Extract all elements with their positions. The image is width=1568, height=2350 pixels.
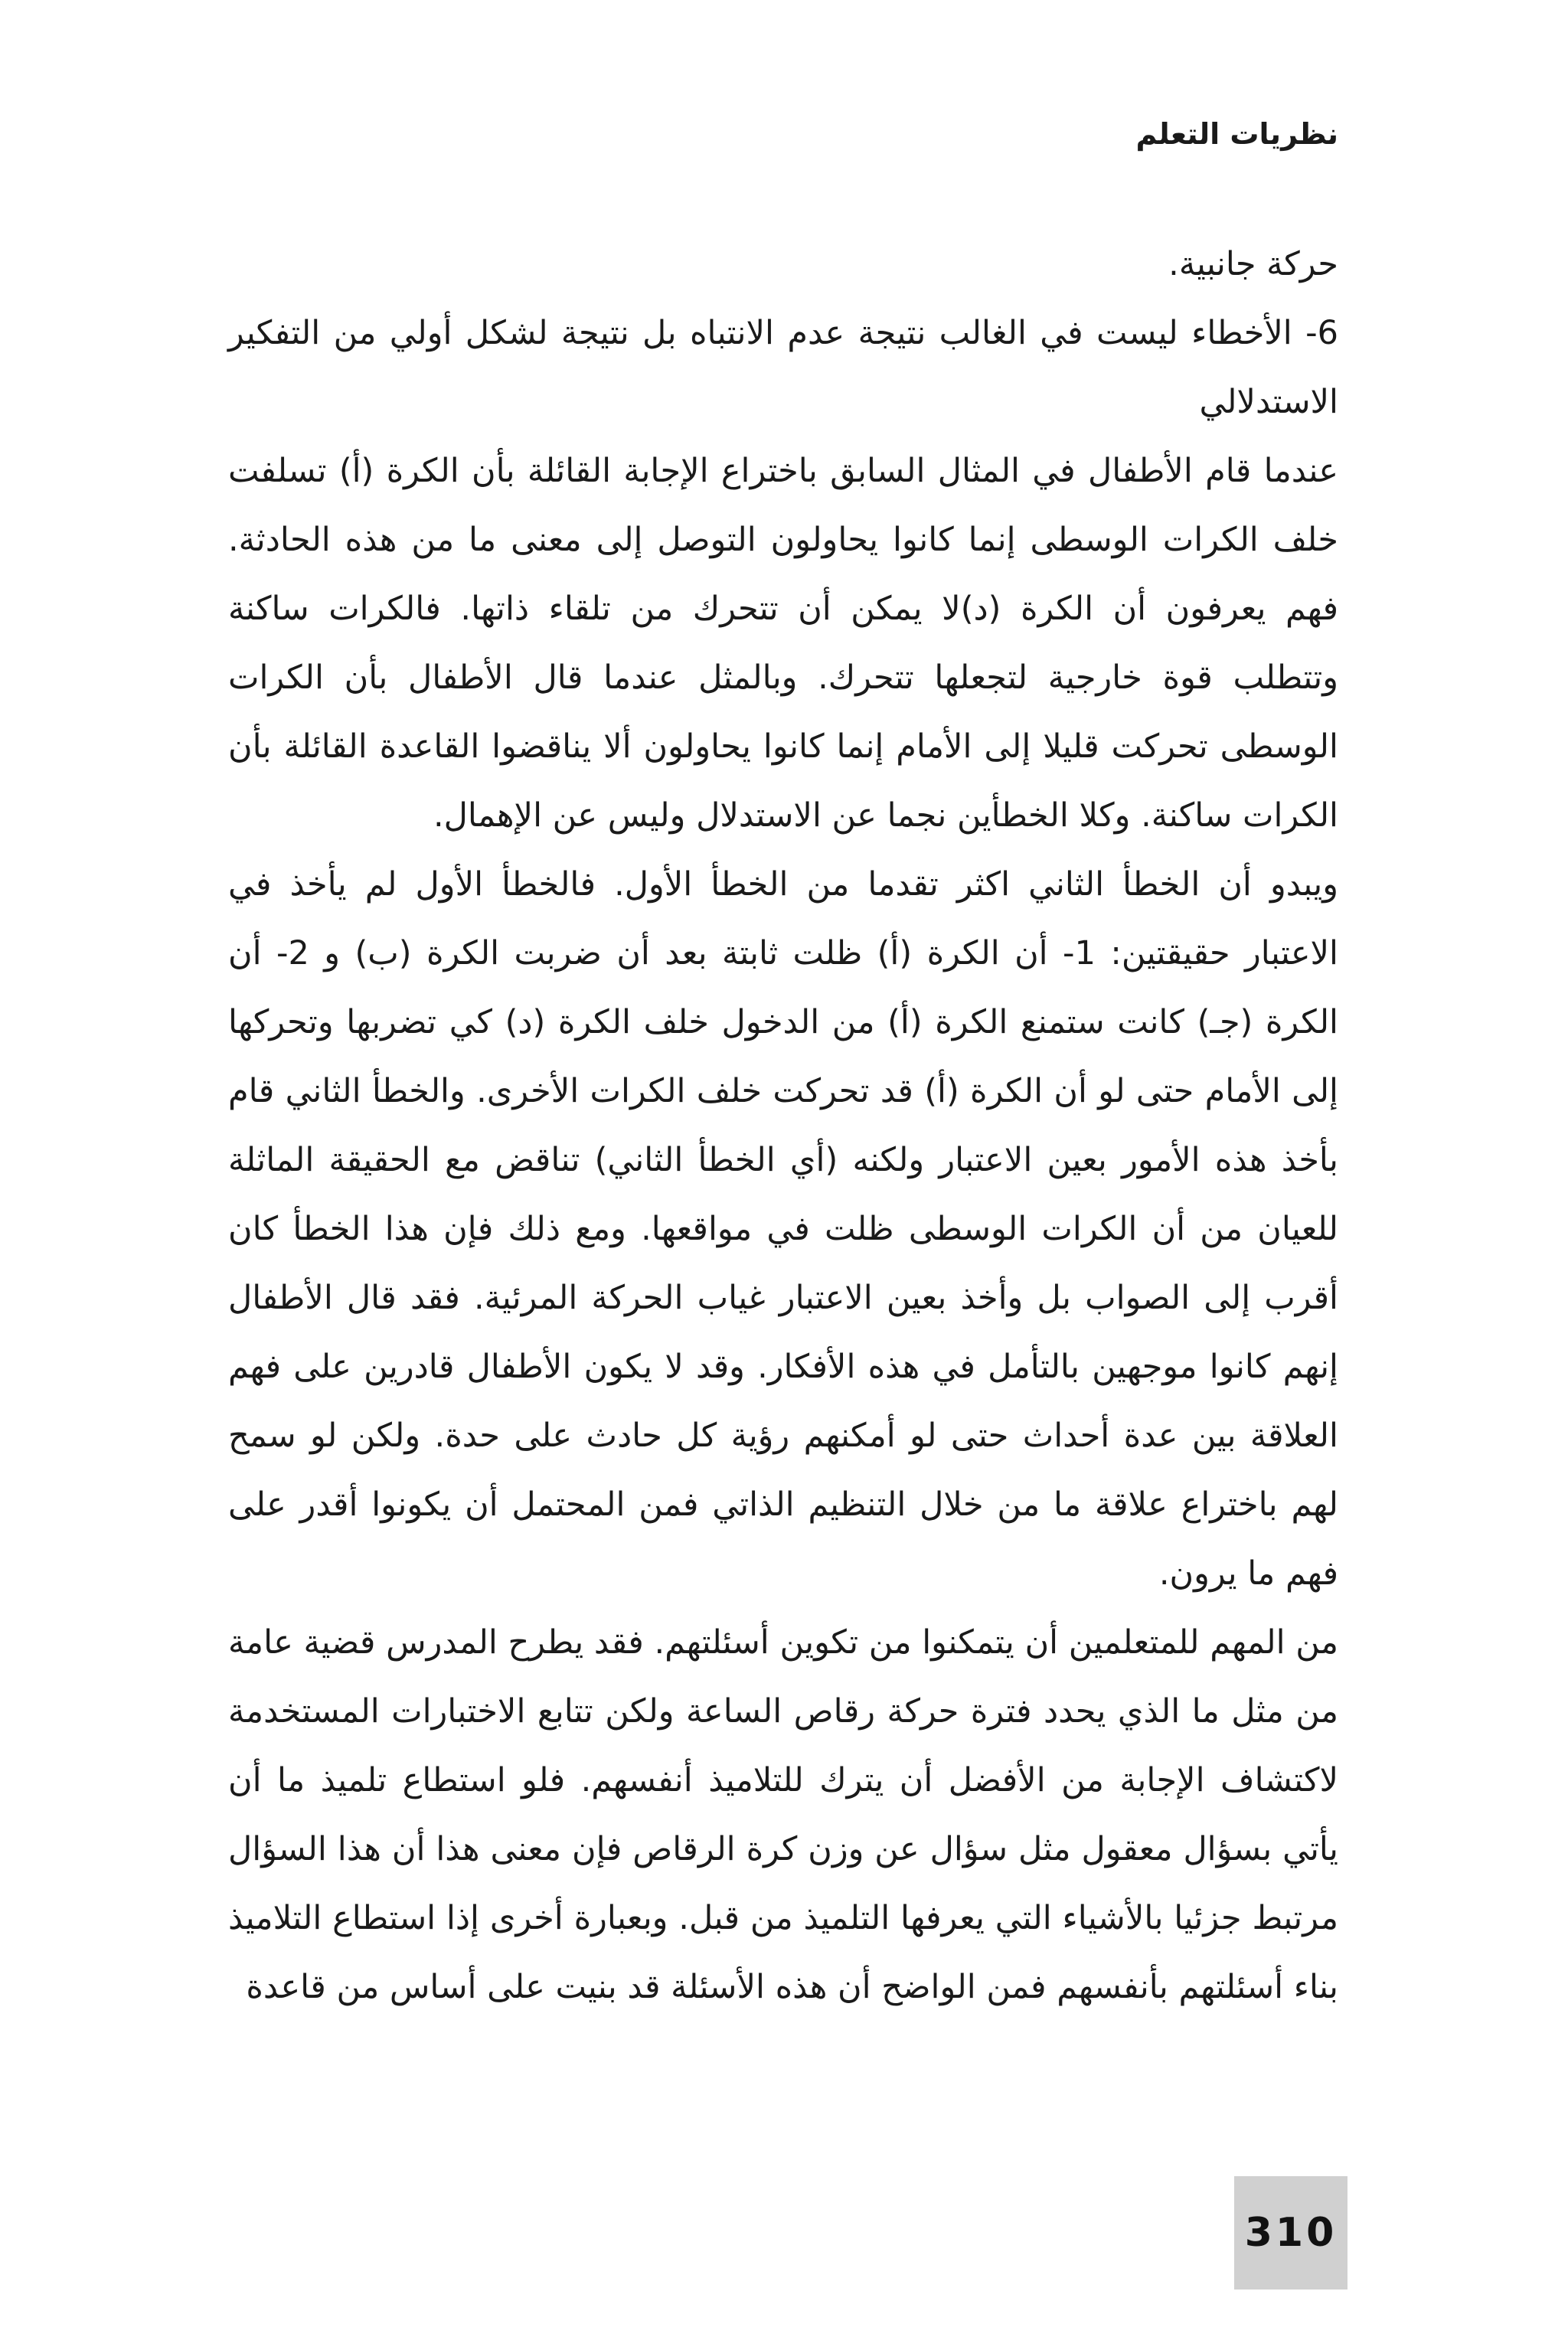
page-number: 310 xyxy=(1244,2210,1338,2256)
paragraph-4: ويبدو أن الخطأ الثاني اكثر تقدما من الخطأ الأول. فالخطأ الأول لم يأخذ في الاعتبار حقيقتين: 1- أن الكرة (أ) ظلت ثابتة بعد أن ضربت الكرة (ب) و 2- أن الكرة (جـ) كانت ستمنع الكرة (أ) من الدخول خلف الكرة (د) كي تضربها وتحركها إلى الأمام حتى لو أن الكرة (أ) قد تحركت خلف الكرات الأخرى. والخطأ الثاني قام بأخذ هذه الأمور بعين الاعتبار ولكنه (أي الخطأ الثاني) تناقض مع الحقيقة الماثلة للعيان من أن الكرات الوسطى ظلت في مواقعها. ومع ذلك فإن هذا الخطأ كان أقرب إلى الصواب بل وأخذ بعين الاعتبار غياب الحركة المرئية. فقد قال الأطفال إنهم كانوا موجهين بالتأمل في هذه الأفكار. وقد لا يكون الأطفال قادرين على فهم العلاقة بين عدة أحداث حتى لو أمكنهم رؤية كل حادث على حدة. ولكن لو سمح لهم باختراع علاقة ما من خلال التنظيم الذاتي فمن المحتمل أن يكونوا أقدر على فهم ما يرون. xyxy=(228,865,1338,1593)
paragraph-3: عندما قام الأطفال في المثال السابق باختراع الإجابة القائلة بأن الكرة (أ) تسلفت خلف الكرات الوسطى إنما كانوا يحاولون التوصل إلى معنى ما من هذه الحادثة. فهم يعرفون أن الكرة (د)لا يمكن أن تتحرك من تلقاء ذاتها. فالكرات ساكنة وتتطلب قوة خارجية لتجعلها تتحرك. وبالمثل عندما قال الأطفال بأن الكرات الوسطى تحركت قليلا إلى الأمام إنما كانوا يحاولون ألا يناقضوا القاعدة القائلة بأن الكرات ساكنة. وكلا الخطأين نجما عن الاستدلال وليس عن الإهمال. xyxy=(228,452,1338,835)
paragraph-2: 6- الأخطاء ليست في الغالب نتيجة عدم الانتباه بل نتيجة لشكل أولي من التفكير الاستدلالي xyxy=(228,314,1338,421)
paragraph-1: حركة جانبية. xyxy=(1168,245,1338,283)
running-header-title: نظريات التعلم xyxy=(1135,117,1338,151)
paragraph-5: من المهم للمتعلمين أن يتمكنوا من تكوين أسئلتهم. فقد يطرح المدرس قضية عامة من مثل ما الذي يحدد فترة حركة رقاص الساعة ولكن تتابع الاختبارات المستخدمة لاكتشاف الإجابة من الأفضل أن يترك للتلاميذ أنفسهم. فلو استطاع تلميذ ما أن يأتي بسؤال معقول مثل سؤال عن وزن كرة الرقاص فإن معنى هذا أن هذا السؤال مرتبط جزئيا بالأشياء التي يعرفها التلميذ من قبل. وبعبارة أخرى إذا استطاع التلاميذ بناء أسئلتهم بأنفسهم فمن الواضح أن هذه الأسئلة قد بنيت على أساس من قاعدة xyxy=(228,1623,1338,2006)
page-number-box xyxy=(1234,2176,1348,2290)
body-text xyxy=(228,230,1338,2022)
